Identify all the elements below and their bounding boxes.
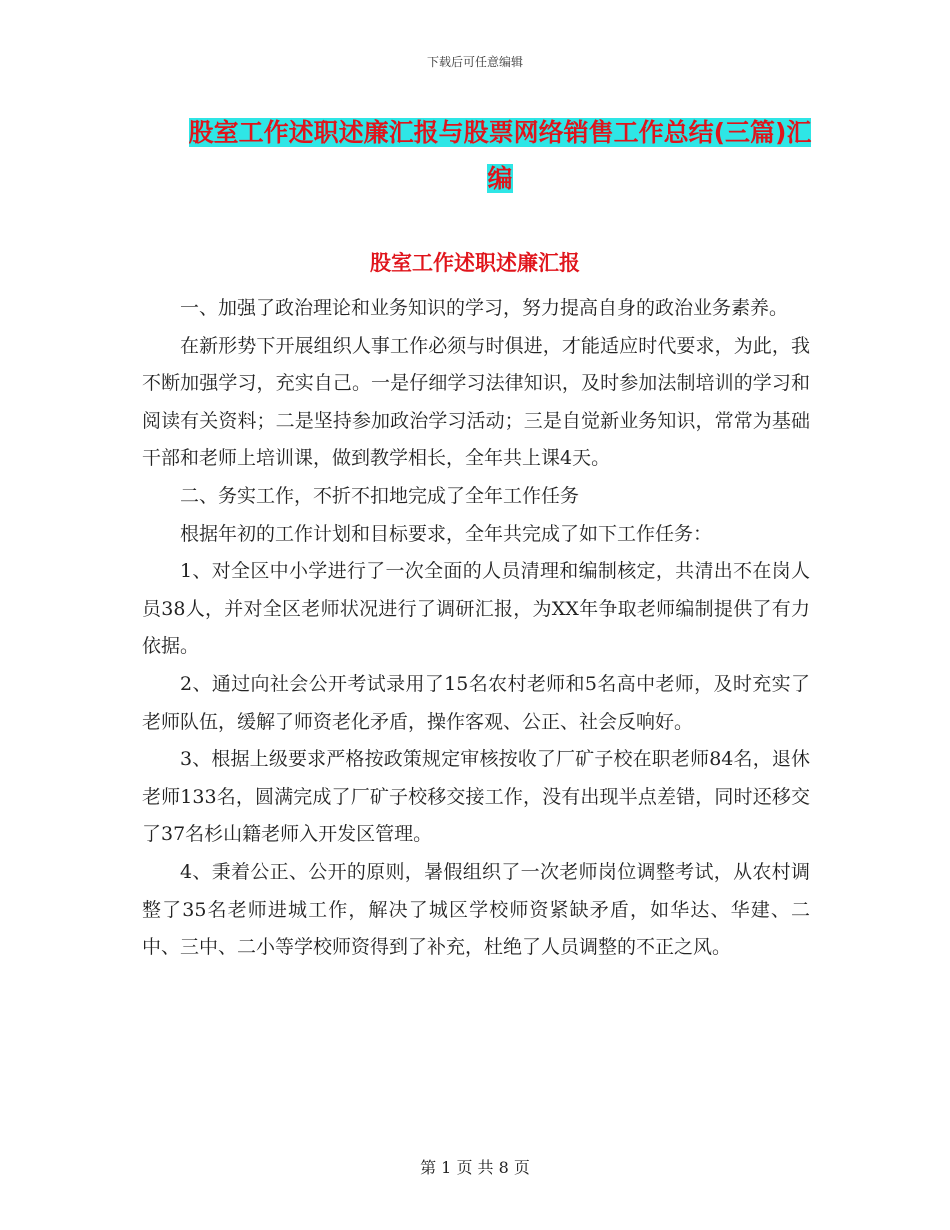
paragraph: 3、根据上级要求严格按政策规定审核按收了厂矿子校在职老师84名，退休老师133名，圆满完成了厂矿子校移交接工作，没有出现半点差错，同时还移交了37名杉山籍老师入开发区管理。: [142, 748, 810, 846]
document-title: [180, 110, 820, 202]
paragraph: 4、秉着公正、公开的原则，暑假组织了一次老师岗位调整考试，从农村调整了35名老师进城工作，解决了城区学校师资紧缺矛盾，如华达、华建、二中、三中、二小等学校师资得到了补充，杜绝了人员调整的不正之风。: [142, 860, 810, 959]
paragraph: 二、务实工作，不折不扣地完成了全年工作任务: [180, 484, 580, 507]
page-header-note: 下载后可任意编辑: [426, 55, 523, 69]
paragraph: 2、通过向社会公开考试录用了15名农村老师和5名高中老师，及时充实了老师队伍，缓解了师资老化矛盾，操作客观、公正、社会反响好。: [142, 672, 810, 733]
paragraph: 一、加强了政治理论和业务知识的学习，努力提高自身的政治业务素养。: [180, 297, 789, 319]
paragraph: 1、对全区中小学进行了一次全面的人员清理和编制核定，共清出不在岗人员38人，并对全区老师状况进行了调研汇报，为XX年争取老师编制提供了有力依据。: [142, 560, 810, 658]
section-title: 股室工作述职述廉汇报: [370, 251, 580, 275]
paragraph: 在新形势下开展组织人事工作必须与时俱进，才能适应时代要求，为此，我不断加强学习，充实自己。一是仔细学习法律知识，及时参加法制培训的学习和阅读有关资料；二是坚持参加政治学习活动；三是自觉新业务知识，常常为基础干部和老师上培训课，做到教学相长，全年共上课4天。: [142, 334, 810, 470]
paragraph: 根据年初的工作计划和目标要求，全年共完成了如下工作任务：: [180, 522, 713, 545]
page-number: 第 1 页 共 8 页: [420, 1158, 530, 1177]
document-title-text: 股室工作述职述廉汇报与股票网络销售工作总结(三篇)汇编: [188, 118, 812, 193]
document-body: [142, 290, 810, 967]
